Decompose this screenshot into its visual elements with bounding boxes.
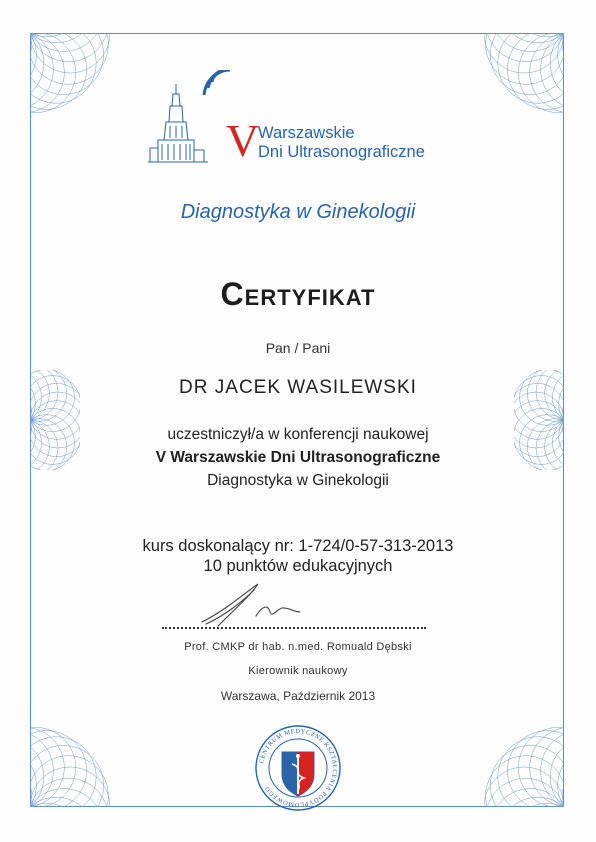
guilloche-top-right xyxy=(484,33,564,113)
guilloche-bottom-right xyxy=(484,727,564,807)
course-number: kurs doskonalący nr: 1-724/0-57-313-2013 xyxy=(142,537,454,555)
signatory-role: Kierownik naukowy xyxy=(248,665,348,677)
body-line-3: Diagnostyka w Ginekologii xyxy=(207,472,389,489)
recipient-name: DR JACEK WASILEWSKI xyxy=(179,377,417,398)
guilloche-top-left xyxy=(30,33,110,113)
signatory-name: Prof. CMKP dr hab. n.med. Romuald Dębski xyxy=(184,641,412,653)
guilloche-bottom-left xyxy=(30,727,110,807)
body-line-1: uczestniczył/a w konferencji naukowej xyxy=(167,426,429,443)
salutation: Pan / Pani xyxy=(265,340,331,356)
logo-line-2: Dni Ultrasonograficzne xyxy=(258,143,425,161)
education-points: 10 punktów edukacyjnych xyxy=(203,557,393,575)
cmkp-seal-icon xyxy=(254,724,342,812)
signature-line xyxy=(162,627,426,629)
palace-skyline-icon xyxy=(148,70,238,170)
place-and-date: Warszawa, Październik 2013 xyxy=(220,689,376,703)
event-title: Diagnostyka w Ginekologii xyxy=(180,201,416,223)
seal-text: CENTRUM MEDYCZNE KSZTAŁCENIA PODYPLOMOWEGO xyxy=(258,727,339,809)
logo-line-1: Warszawskie xyxy=(258,124,355,142)
handwritten-signature xyxy=(196,582,326,632)
certificate-title: Certyfikat xyxy=(220,276,376,312)
body-line-2: V Warszawskie Dni Ultrasonograficzne xyxy=(155,449,441,466)
logo-roman-numeral: V xyxy=(226,115,260,166)
